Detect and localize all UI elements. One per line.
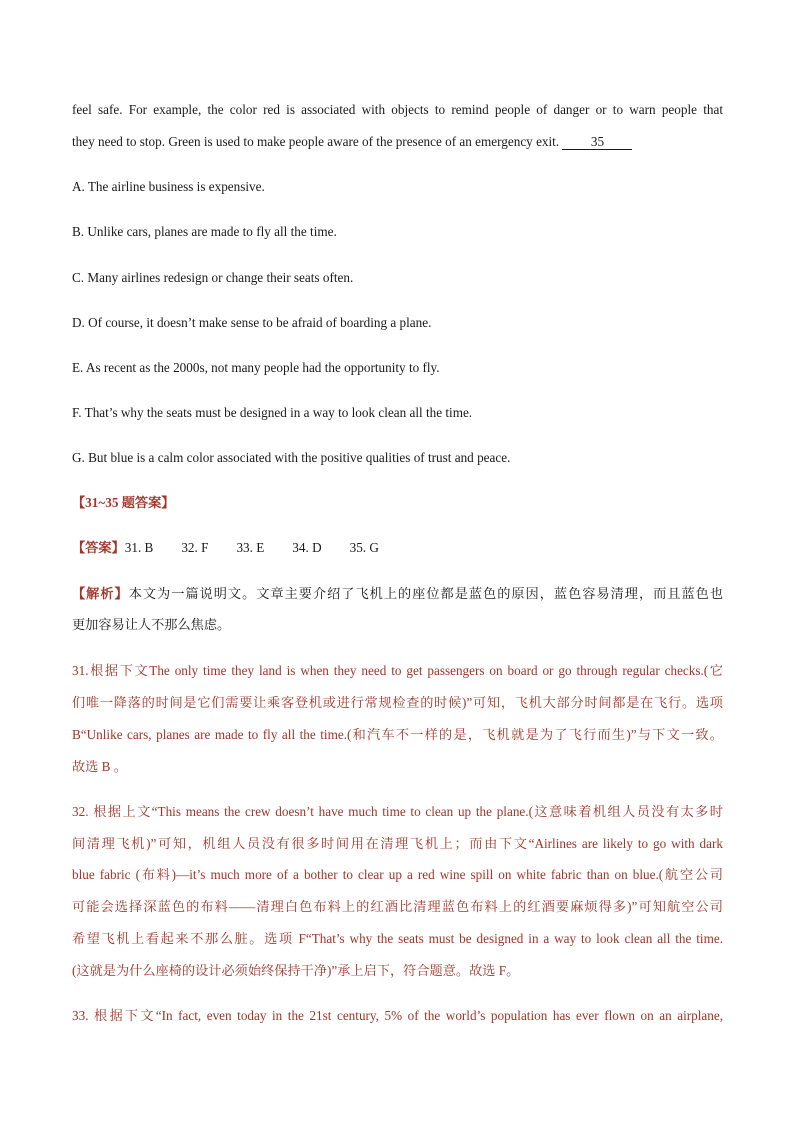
answer-34: 34. D [292, 540, 322, 555]
passage-text: they need to stop. Green is used to make people aware of the presence of an emergency exit. [72, 134, 560, 149]
explanation-31-line: 故选 B 。 [72, 759, 127, 774]
explanation-32-line: (这就是为什么座椅的设计必须始终保持干净)”承上启下，符合题意。故选 F。 [72, 963, 520, 978]
option-b: B. Unlike cars, planes are made to fly all the time. [72, 224, 337, 239]
answer-32: 32. F [181, 540, 209, 555]
passage-line [72, 132, 723, 152]
answer-33: 33. E [236, 540, 265, 555]
option-c: C. Many airlines redesign or change their seats often. [72, 270, 354, 285]
explanation-31-line: 31.根据下文The only time they land is when they need to get passengers on board or go through regular checks.(它 [72, 663, 723, 678]
explanation-32-line: 希望飞机上看起来不那么脏。选项 F“That’s why the seats must be designed in a way to look clean all the time. [72, 931, 723, 946]
answer-section-title: 【31~35 题答案】 [72, 495, 175, 510]
analysis-label: 【解析】 [72, 586, 129, 601]
passage-line: feel safe. For example, the color red is associated with objects to remind people of danger or to warn people that [72, 102, 723, 117]
answer-35: 35. G [349, 540, 379, 555]
answer-31: 31. B [124, 540, 154, 555]
option-f: F. That’s why the seats must be designed in a way to look clean all the time. [72, 405, 473, 420]
explanation-32-line: 可能会选择深蓝色的布料——清理白色布料上的红酒比清理蓝色布料上的红酒要麻烦得多)”可知航空公司 [72, 899, 723, 914]
analysis-text: 本文为一篇说明文。文章主要介绍了飞机上的座位都是蓝色的原因，蓝色容易清理，而且蓝色也 [128, 586, 724, 601]
explanation-31-line: 们唯一降落的时间是它们需要让乘客登机或进行常规检查的时候)”可知，飞机大部分时间都是在飞行。选项 [72, 695, 723, 710]
explanation-33-line: 33. 根据下文“In fact, even today in the 21st century, 5% of the world’s population has ever flown on an airplane, [72, 1008, 723, 1023]
option-d: D. Of course, it doesn’t make sense to be afraid of boarding a plane. [72, 315, 432, 330]
analysis-line: 更加容易让人不那么焦虑。 [72, 617, 231, 632]
explanation-32-line: 间清理飞机)”可知，机组人员没有很多时间用在清理飞机上；而由下文“Airlines are likely to go with dark [72, 836, 723, 851]
analysis-line [72, 584, 723, 604]
explanation-31-line: B“Unlike cars, planes are made to fly all the time.(和汽车不一样的是，飞机就是为了飞行而生)”与下文一致。 [72, 727, 723, 742]
answer-blank: 35 [562, 134, 632, 150]
explanation-32-line: 32. 根据上文“This means the crew doesn’t have much time to clean up the plane.(这意味着机组人员没有太多时 [72, 804, 723, 819]
explanation-32-line: blue fabric (布料)—it’s much more of a bother to clear up a red wine spill on white fabric than on blue.(航空公司 [72, 867, 723, 882]
option-g: G. But blue is a calm color associated with the positive qualities of trust and peace. [72, 450, 511, 465]
option-e: E. As recent as the 2000s, not many people had the opportunity to fly. [72, 360, 440, 375]
answer-label: 【答案】 [72, 540, 125, 555]
option-a: A. The airline business is expensive. [72, 179, 265, 194]
answer-row [72, 538, 723, 558]
